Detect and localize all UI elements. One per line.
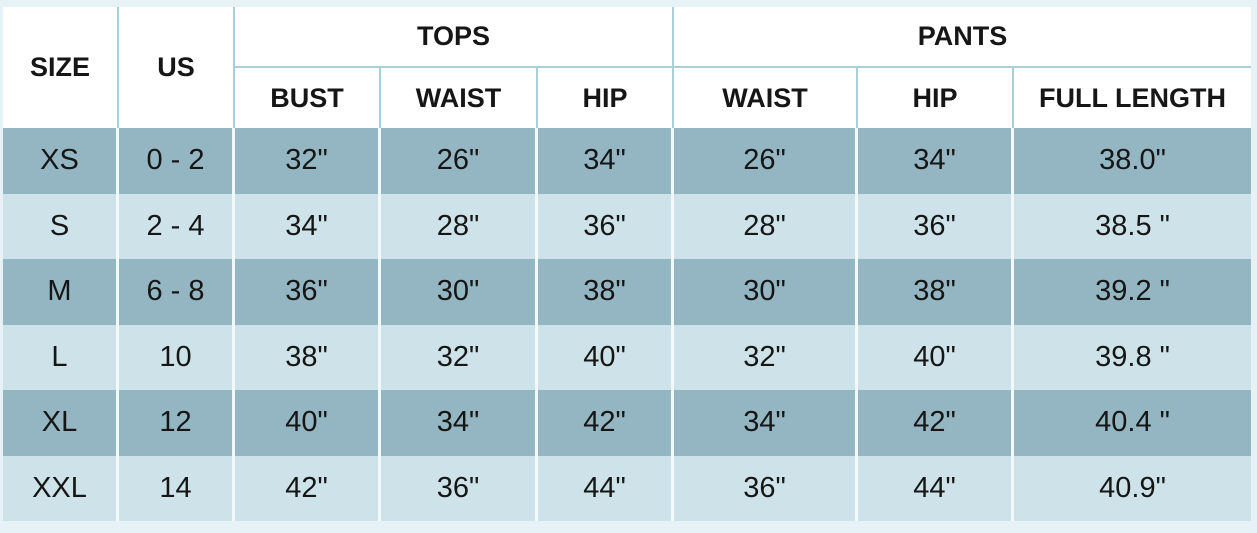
size-column-header: SIZE [3, 7, 119, 128]
us-cell: 0 - 2 [119, 128, 235, 194]
size-cell: XS [3, 128, 119, 194]
tops-waist-cell: 30" [381, 259, 538, 325]
table-row-l [3, 325, 1251, 391]
pants-hip-cell: 38" [858, 259, 1014, 325]
pants-hip-cell: 44" [858, 456, 1014, 522]
tops-bust-cell: 42" [235, 456, 381, 522]
pants-waist-cell: 36" [674, 456, 858, 522]
tops-bust-cell: 40" [235, 390, 381, 456]
size-cell: XL [3, 390, 119, 456]
us-cell: 2 - 4 [119, 194, 235, 260]
tops-bust-header: BUST [235, 68, 381, 128]
tops-bust-cell: 34" [235, 194, 381, 260]
pants-hip-cell: 42" [858, 390, 1014, 456]
tops-hip-header: HIP [538, 68, 674, 128]
size-cell: M [3, 259, 119, 325]
table-row-xl [3, 390, 1251, 456]
size-chart-table [3, 7, 1251, 521]
pants-hip-cell: 36" [858, 194, 1014, 260]
tops-hip-cell: 44" [538, 456, 674, 522]
table-body [3, 128, 1251, 521]
pants-waist-cell: 30" [674, 259, 858, 325]
full-length-cell: 40.4 " [1014, 390, 1251, 456]
full-length-cell: 40.9" [1014, 456, 1251, 522]
table-row-s [3, 194, 1251, 260]
tops-bust-cell: 38" [235, 325, 381, 391]
group-header-row [3, 7, 1251, 68]
tops-waist-cell: 34" [381, 390, 538, 456]
pants-waist-cell: 26" [674, 128, 858, 194]
table-row-xxl [3, 456, 1251, 522]
full-length-cell: 39.2 " [1014, 259, 1251, 325]
tops-hip-cell: 36" [538, 194, 674, 260]
pants-waist-header: WAIST [674, 68, 858, 128]
tops-waist-cell: 26" [381, 128, 538, 194]
us-cell: 10 [119, 325, 235, 391]
us-cell: 6 - 8 [119, 259, 235, 325]
table-header [3, 7, 1251, 128]
tops-hip-cell: 40" [538, 325, 674, 391]
tops-waist-cell: 28" [381, 194, 538, 260]
tops-waist-header: WAIST [381, 68, 538, 128]
tops-waist-cell: 32" [381, 325, 538, 391]
table-row-m [3, 259, 1251, 325]
pants-hip-header: HIP [858, 68, 1014, 128]
table-row-xs [3, 128, 1251, 194]
full-length-cell: 39.8 " [1014, 325, 1251, 391]
full-length-cell: 38.5 " [1014, 194, 1251, 260]
tops-group-header: TOPS [235, 7, 674, 68]
us-cell: 12 [119, 390, 235, 456]
tops-hip-cell: 34" [538, 128, 674, 194]
size-cell: L [3, 325, 119, 391]
us-column-header: US [119, 7, 235, 128]
tops-waist-cell: 36" [381, 456, 538, 522]
pants-hip-cell: 34" [858, 128, 1014, 194]
us-cell: 14 [119, 456, 235, 522]
pants-group-header: PANTS [674, 7, 1251, 68]
tops-hip-cell: 38" [538, 259, 674, 325]
full-length-cell: 38.0" [1014, 128, 1251, 194]
pants-waist-cell: 28" [674, 194, 858, 260]
tops-bust-cell: 36" [235, 259, 381, 325]
pants-full-length-header: FULL LENGTH [1014, 68, 1251, 128]
pants-waist-cell: 34" [674, 390, 858, 456]
pants-hip-cell: 40" [858, 325, 1014, 391]
tops-hip-cell: 42" [538, 390, 674, 456]
tops-bust-cell: 32" [235, 128, 381, 194]
pants-waist-cell: 32" [674, 325, 858, 391]
size-cell: XXL [3, 456, 119, 522]
size-cell: S [3, 194, 119, 260]
